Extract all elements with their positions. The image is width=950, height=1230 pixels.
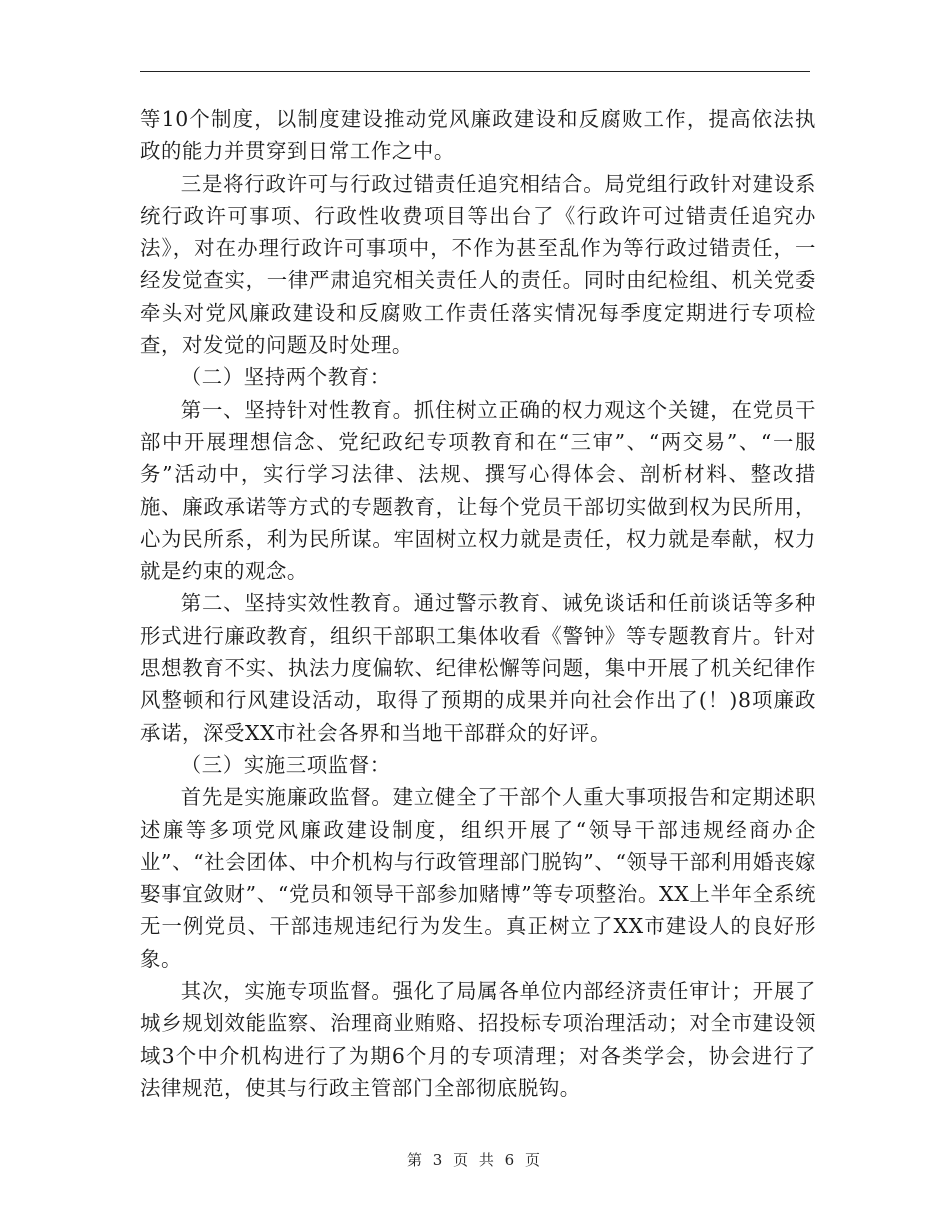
paragraph-2: 三是将行政许可与行政过错责任追究相结合。局党组行政针对建设系统行政许可事项、行政性收费项目等出台了《行政许可过错责任追究办法》，对在办理行政许可事项中，不作为甚至乱作为等行政过错责任，一经发觉查实，一律严肃追究相关责任人的责任。同时由纪检组、机关党委牵头对党风廉政建设和反腐败工作责任落实情况每季度定期进行专项检查，对发觉的问题及时处理。 [140,171,816,358]
paragraph-4: 第一、坚持针对性教育。抓住树立正确的权力观这个关键，在党员干部中开展理想信念、党纪政纪专项教育和在“三审”、“两交易”、“一服务”活动中，实行学习法律、法规、撰写心得体会、剖析材料、整改措施、廉政承诺等方式的专题教育，让每个党员干部切实做到权为民所用，心为民所系，利为民所谋。牢固树立权力就是责任，权力就是奉献，权力就是约束的观念。 [140,397,816,584]
document-body [140,103,816,1104]
paragraph-7: 首先是实施廉政监督。建立健全了干部个人重大事项报告和定期述职述廉等多项党风廉政建设制度，组织开展了“领导干部违规经商办企业”、“社会团体、中介机构与行政管理部门脱钩”、“领导干部利用婚丧嫁娶事宜敛财”、“党员和领导干部参加赌博”等专项整治。XX上半年全系统无一例党员、干部违规违纪行为发生。真正树立了XX市建设人的良好形象。 [140,785,816,971]
paragraph-8: 其次，实施专项监督。强化了局属各单位内部经济责任审计；开展了城乡规划效能监察、治理商业贿赂、招投标专项治理活动；对全市建设领域3个中介机构进行了为期6个月的专项清理；对各类学会，协会进行了法律规范，使其与行政主管部门全部彻底脱钩。 [140,979,816,1100]
paragraph-1: 等10个制度，以制度建设推动党风廉政建设和反腐败工作，提高依法执政的能力并贯穿到日常工作之中。 [140,107,816,164]
section-heading-3: （三）实施三项监督： [180,752,391,777]
page-number-footer: 第 3 页 共 6 页 [407,1151,543,1169]
paragraph-5: 第二、坚持实效性教育。通过警示教育、诫免谈话和任前谈话等多种形式进行廉政教育，组织干部职工集体收看《警钟》等专题教育片。针对思想教育不实、执法力度偏软、纪律松懈等问题，集中开展了机关纪律作风整顿和行风建设活动，取得了预期的成果并向社会作出了(！)8项廉政承诺，深受XX市社会各界和当地干部群众的好评。 [140,591,816,745]
header-rule [140,71,810,72]
section-heading-2: （二）坚持两个教育： [180,365,391,390]
